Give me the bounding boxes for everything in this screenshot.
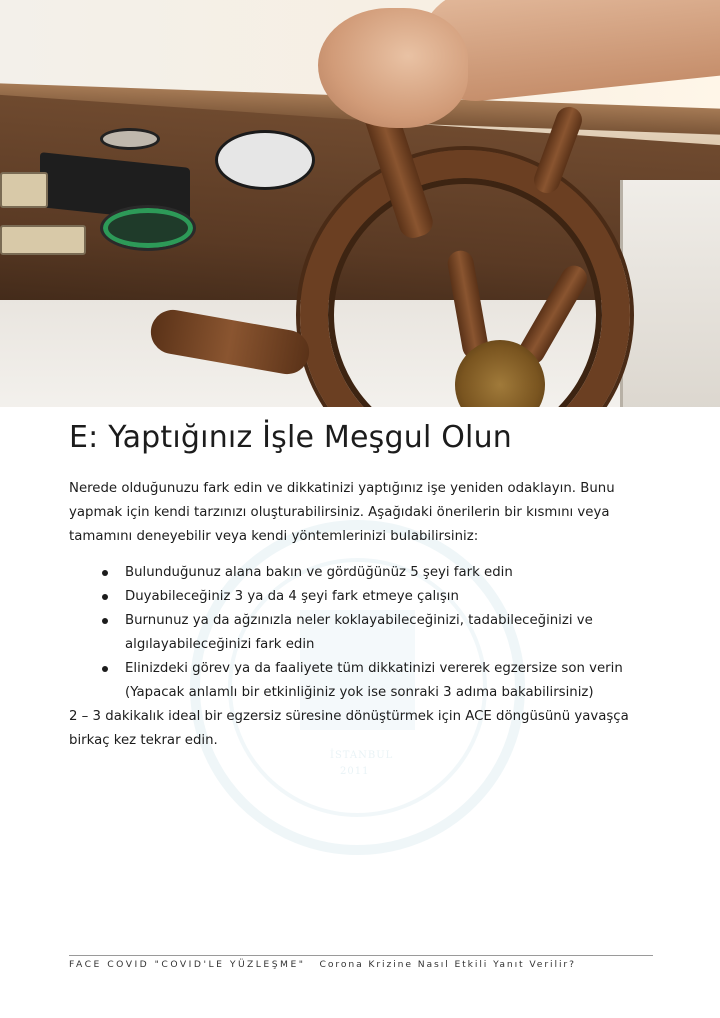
photo-switches bbox=[0, 172, 48, 208]
seal-city: İSTANBUL bbox=[330, 750, 394, 761]
list-item bbox=[69, 561, 659, 585]
page-title: E: Yaptığınız İşle Meşgul Olun bbox=[69, 420, 513, 455]
intro-paragraph: Nerede olduğunuzu fark edin ve dikkatinizi yaptığınız işe yeniden odaklayın. Bunu yapmak için kendi tarzınızı oluşturabilirsiniz. Aşağıdaki önerilerin bir kısmını veya tamamını deneyebilir veya kendi yöntemlerinizi bulabilirsiniz: bbox=[69, 481, 615, 544]
list-item bbox=[69, 609, 659, 657]
photo-green-gauge bbox=[100, 205, 196, 251]
list-item-text: Burnunuz ya da ağzınızla neler koklayabileceğinizi, tadabileceğinizi ve algılayabileceğinizi fark edin bbox=[125, 613, 593, 652]
seal-year: 2011 bbox=[340, 766, 370, 777]
bullet-icon bbox=[102, 618, 108, 624]
closing-paragraph: 2 – 3 dakikalık ideal bir egzersiz süresine dönüştürmek için ACE döngüsünü yavaşça birkaç kez tekrar edin. bbox=[69, 709, 629, 748]
page-footer bbox=[69, 959, 669, 973]
list-item-text: Bulunduğunuz alana bakın ve gördüğünüz 5 şeyi fark edin bbox=[125, 565, 513, 580]
photo-switches bbox=[0, 225, 86, 255]
suggestion-list bbox=[69, 561, 659, 705]
list-item-text: Duyabileceğiniz 3 ya da 4 şeyi fark etmeye çalışın bbox=[125, 589, 459, 604]
footer-subtitle: Corona Krizine Nasıl Etkili Yanıt Verilir? bbox=[319, 959, 576, 970]
list-item bbox=[69, 657, 659, 705]
hero-photo bbox=[0, 0, 720, 407]
footer-series-title: FACE COVID "COVID'LE YÜZLEŞME" bbox=[69, 959, 306, 970]
photo-gauge bbox=[100, 128, 160, 150]
bullet-icon bbox=[102, 594, 108, 600]
bullet-icon bbox=[102, 570, 108, 576]
footer-divider bbox=[69, 955, 653, 956]
list-item-text: Elinizdeki görev ya da faaliyete tüm dikkatinizi vererek egzersize son verin (Yapacak anlamlı bir etkinliğiniz yok ise sonraki 3 adıma bakabilirsiniz) bbox=[125, 661, 623, 700]
photo-door-panel bbox=[620, 180, 720, 407]
bullet-icon bbox=[102, 666, 108, 672]
list-item bbox=[69, 585, 659, 609]
photo-compass bbox=[215, 130, 315, 190]
body-text bbox=[69, 477, 659, 753]
